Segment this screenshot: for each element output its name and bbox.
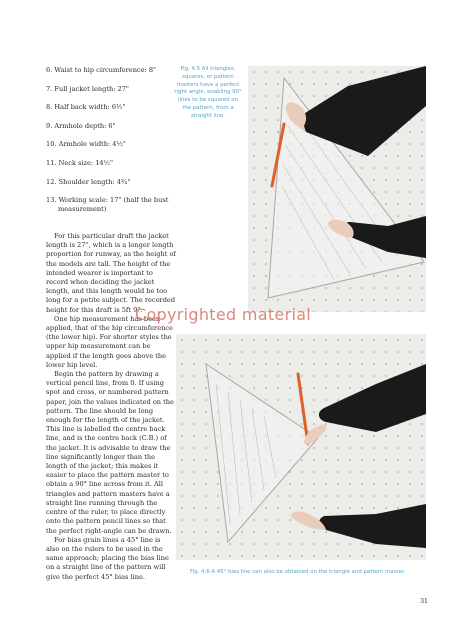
body-paragraph: Begin the pattern by drawing a vertical pencil line, from 0. If using spot and cross, or numbered pattern paper, join the values indicated on the pattern. The line should be long enough for the length of the jacket. This line is labelled the centre back line, and is the centre back (C.B.) of the jacket. It is advisable to draw the line significantly longer than the length of the jacket; this makes it easier to place the pattern master to obtain a 90° line across from it. All triangles and pattern masters have a straight line running through the centre of the ruler, to place directly onto the pattern pencil lines so that the perfect right-angle can be drawn. [46, 370, 174, 535]
figure-4-6-photo [176, 334, 426, 560]
measurement-text: 12. Shoulder length: 4¾" [46, 177, 131, 186]
measurement-text: 7. Full jacket length: 27" [46, 84, 129, 93]
list-item [46, 196, 176, 214]
page-number: 31 [420, 598, 428, 605]
figure-4-5-photo [248, 66, 426, 312]
list-item [46, 178, 176, 187]
list-item [46, 85, 176, 94]
list-item [46, 66, 176, 75]
measurement-text: 13. Working scale: 17" (half the bust [46, 196, 169, 205]
measurement-text: 10. Armhole width: 4½" [46, 140, 126, 149]
copyright-watermark: Copyrighted material [135, 305, 312, 324]
figure-4-5-caption: Fig. 4.5 All triangles, squares, or pattern masters have a perfect right angle, enabling 90° lines to be squared on the pattern, from a straight line. [174, 66, 242, 119]
body-paragraph: For this particular draft the jacket length is 27", which is a longer length proportion for runway, as the height of the models are tall. The height of the intended wearer is important to record when deciding the jacket length, and this length would be too long for a petite subject. The recorded height for this draft is 5ft 9". [46, 232, 176, 314]
body-text [46, 232, 176, 582]
list-item [46, 159, 176, 168]
measurement-text: 8. Half back width: 6½" [46, 103, 126, 112]
list-item [46, 122, 176, 131]
body-paragraph: One hip measurement has been applied, that of the hip circumference (the lower hip). For shorter styles the upper hip measurement can be applied if the length goes above the lower hip level. [46, 314, 173, 369]
bias-line-photo-illustration [176, 334, 426, 560]
measurement-text: 9. Armhole depth: 6" [46, 121, 116, 130]
measurement-text-continued: measurement) [58, 205, 107, 214]
measurement-list [46, 66, 176, 224]
list-item [46, 140, 176, 149]
triangle-ruler-photo-illustration [248, 66, 426, 312]
measurement-text: 6. Waist to hip circumference: 8" [46, 66, 157, 74]
list-item [46, 103, 176, 112]
measurement-text: 11. Neck size: 14½" [46, 158, 114, 167]
body-paragraph: For bias grain lines a 45° line is also on the rulers to be used in the same approach; placing the bias line on a straight line of the pattern will give the perfect 45° bias line. [46, 535, 169, 581]
figure-4-6-caption: Fig. 4.6 A 45° bias line can also be obtained on the triangle and pattern master. [190, 569, 406, 575]
